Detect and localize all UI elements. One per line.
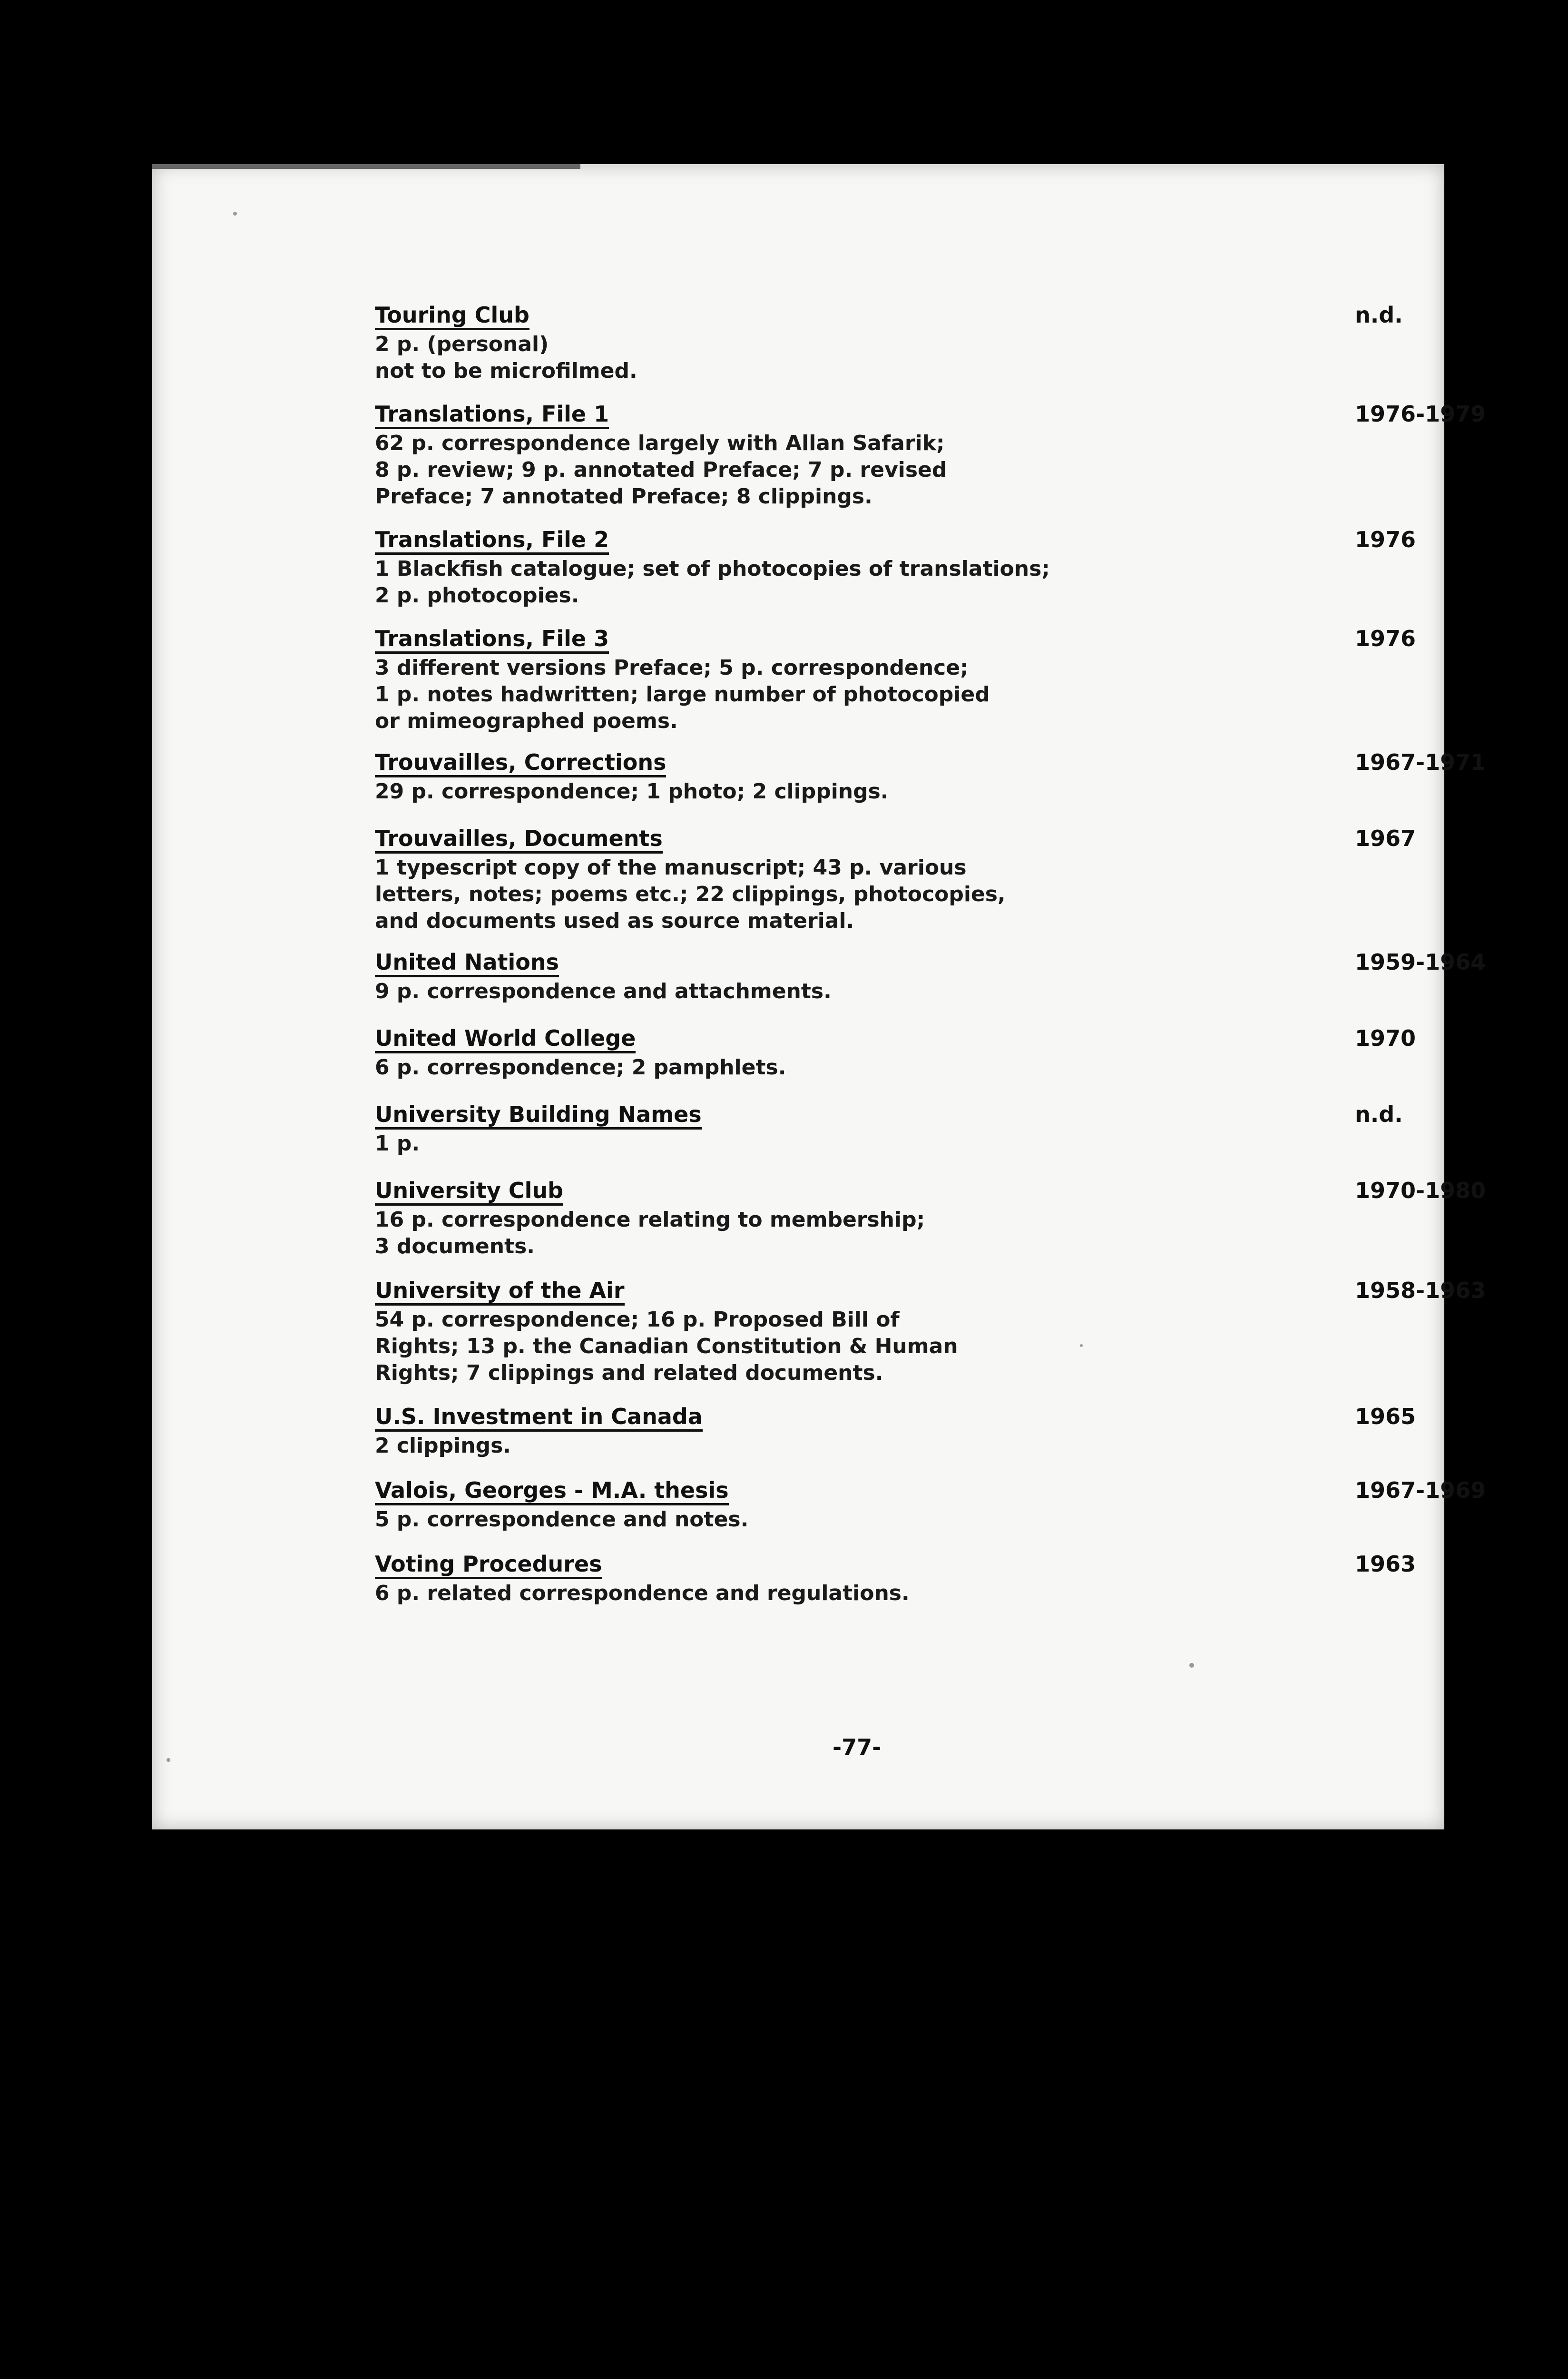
file-entry xyxy=(375,1477,1486,1533)
entry-description: 6 p. correspondence; 2 pamphlets. xyxy=(375,1055,786,1080)
entry-title: United World College xyxy=(375,1025,636,1053)
entry-title: Trouvailles, Documents xyxy=(375,826,663,854)
entry-date: 1967 xyxy=(1355,826,1416,851)
entry-date: 1958-1963 xyxy=(1355,1278,1486,1303)
entry-title: Valois, Georges - M.A. thesis xyxy=(375,1477,729,1505)
entry-description: 3 different versions Preface; 5 p. correspondence; 1 p. notes hadwritten; large number of photocopied or mimeographed poems. xyxy=(375,656,990,733)
file-entry xyxy=(375,749,1486,805)
entry-title: Translations, File 3 xyxy=(375,626,609,654)
file-entry xyxy=(375,302,1421,384)
entry-description: 2 p. (personal) not to be microfilmed. xyxy=(375,332,637,383)
entry-date: 1963 xyxy=(1355,1551,1416,1577)
file-entry xyxy=(375,1178,1486,1260)
entry-description: 62 p. correspondence largely with Allan Safarik; 8 p. review; 9 p. annotated Preface; 7 p. revised Preface; 7 annotated Preface; 8 clippings. xyxy=(375,431,947,509)
entry-description: 1 typescript copy of the manuscript; 43 p. various letters, notes; poems etc.; 22 clippings, photocopies, and documents used as source material. xyxy=(375,855,1006,933)
entry-title: Touring Club xyxy=(375,302,529,330)
entry-title: Translations, File 2 xyxy=(375,527,609,555)
page-number: -77- xyxy=(833,1734,882,1760)
entry-date: 1976-1979 xyxy=(1355,401,1486,427)
entry-date: 1976 xyxy=(1355,527,1416,552)
file-entry xyxy=(375,626,1421,735)
entry-description: 9 p. correspondence and attachments. xyxy=(375,979,832,1003)
entry-date: 1959-1964 xyxy=(1355,949,1486,975)
entry-title: University Club xyxy=(375,1178,563,1206)
file-entry xyxy=(375,826,1421,934)
entry-title: U.S. Investment in Canada xyxy=(375,1404,703,1432)
dust-speck xyxy=(1189,1663,1194,1668)
file-entry xyxy=(375,527,1421,609)
file-entry xyxy=(375,1551,1421,1607)
entry-title: Trouvailles, Corrections xyxy=(375,749,666,777)
entry-description: 2 clippings. xyxy=(375,1434,511,1458)
dust-speck xyxy=(1080,1344,1083,1347)
entry-title: United Nations xyxy=(375,949,559,977)
entry-description: 29 p. correspondence; 1 photo; 2 clippings. xyxy=(375,779,889,804)
file-entry xyxy=(375,949,1486,1005)
entry-title: University Building Names xyxy=(375,1101,702,1130)
entry-title: University of the Air xyxy=(375,1278,625,1306)
dust-speck xyxy=(233,212,237,216)
entry-date: 1967-1969 xyxy=(1355,1477,1486,1503)
entry-date: n.d. xyxy=(1355,302,1403,328)
entry-description: 5 p. correspondence and notes. xyxy=(375,1507,749,1532)
entry-date: 1970-1980 xyxy=(1355,1178,1486,1203)
entry-date: 1976 xyxy=(1355,626,1416,651)
document-page xyxy=(152,164,1486,1829)
entry-description: 1 p. xyxy=(375,1131,420,1156)
file-entry xyxy=(375,401,1486,510)
entry-date: 1970 xyxy=(1355,1025,1416,1051)
entry-title: Voting Procedures xyxy=(375,1551,602,1579)
entry-date: n.d. xyxy=(1355,1101,1403,1127)
file-entry xyxy=(375,1404,1421,1459)
entry-description: 6 p. related correspondence and regulations. xyxy=(375,1581,910,1605)
file-entry xyxy=(375,1101,1421,1157)
entry-title: Translations, File 1 xyxy=(375,401,609,429)
page-edge-shadow xyxy=(152,164,580,169)
entry-date: 1965 xyxy=(1355,1404,1416,1429)
entry-date: 1967-1971 xyxy=(1355,749,1486,775)
entry-description: 1 Blackfish catalogue; set of photocopies of translations; 2 p. photocopies. xyxy=(375,557,1050,608)
file-entry xyxy=(375,1278,1486,1386)
file-entry xyxy=(375,1025,1421,1081)
entry-description: 54 p. correspondence; 16 p. Proposed Bill of Rights; 13 p. the Canadian Constitution & Human Rights; 7 clippings and related documents. xyxy=(375,1307,958,1385)
dust-speck xyxy=(167,1758,170,1762)
entry-description: 16 p. correspondence relating to membership; 3 documents. xyxy=(375,1208,925,1258)
